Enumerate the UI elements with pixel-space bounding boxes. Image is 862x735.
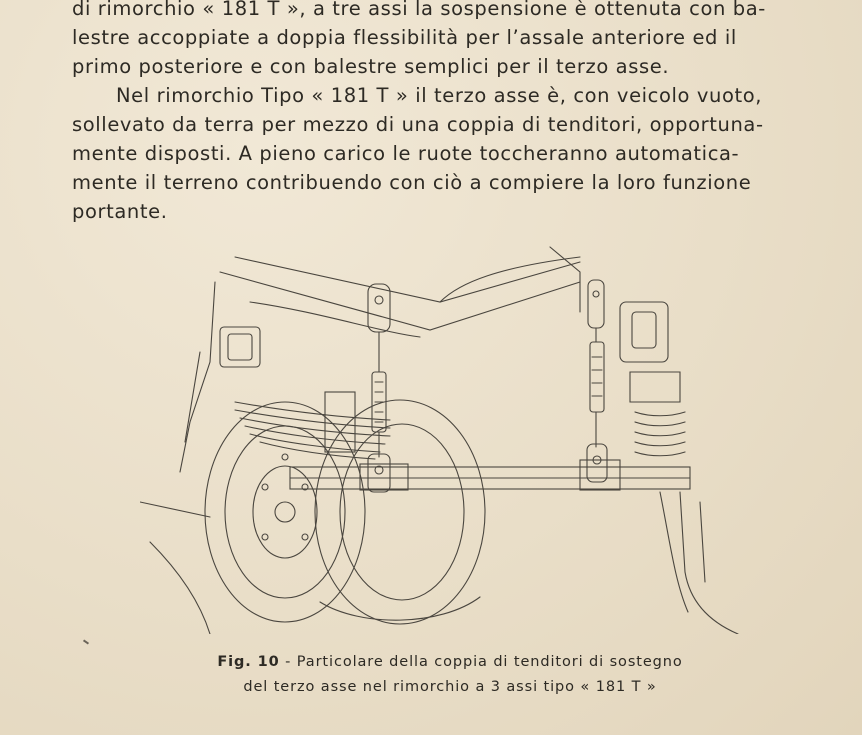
text-line: mente il terreno contribuendo con ciò a compiere la loro funzione	[72, 171, 752, 194]
text-line: primo posteriore e con balestre semplici per il terzo asse.	[72, 55, 670, 78]
text-line: di rimorchio « 181 T », a tre assi la sospensione è ottenuta con ba-	[72, 0, 766, 20]
caption-line-2: del terzo asse nel rimorchio a 3 assi tipo « 181 T »	[243, 679, 657, 695]
text-line: portante.	[72, 200, 168, 223]
figure-label: Fig. 10	[217, 654, 280, 670]
caption-text-1: - Particolare della coppia di tenditori di sostegno	[279, 654, 683, 670]
text-line: sollevato da terra per mezzo di una coppia di tenditori, opportuna-	[72, 113, 764, 136]
caption-line-1	[100, 650, 800, 675]
text-line: Nel rimorchio Tipo « 181 T » il terzo asse è, con veicolo vuoto,	[116, 84, 763, 107]
body-text	[72, 0, 817, 226]
suspension-illustration	[140, 242, 740, 634]
figure-caption	[100, 650, 800, 700]
text-line: mente disposti. A pieno carico le ruote toccheranno automatica-	[72, 142, 740, 165]
text-line: lestre accoppiate a doppia flessibilità per l’assale anteriore ed il	[72, 26, 737, 49]
